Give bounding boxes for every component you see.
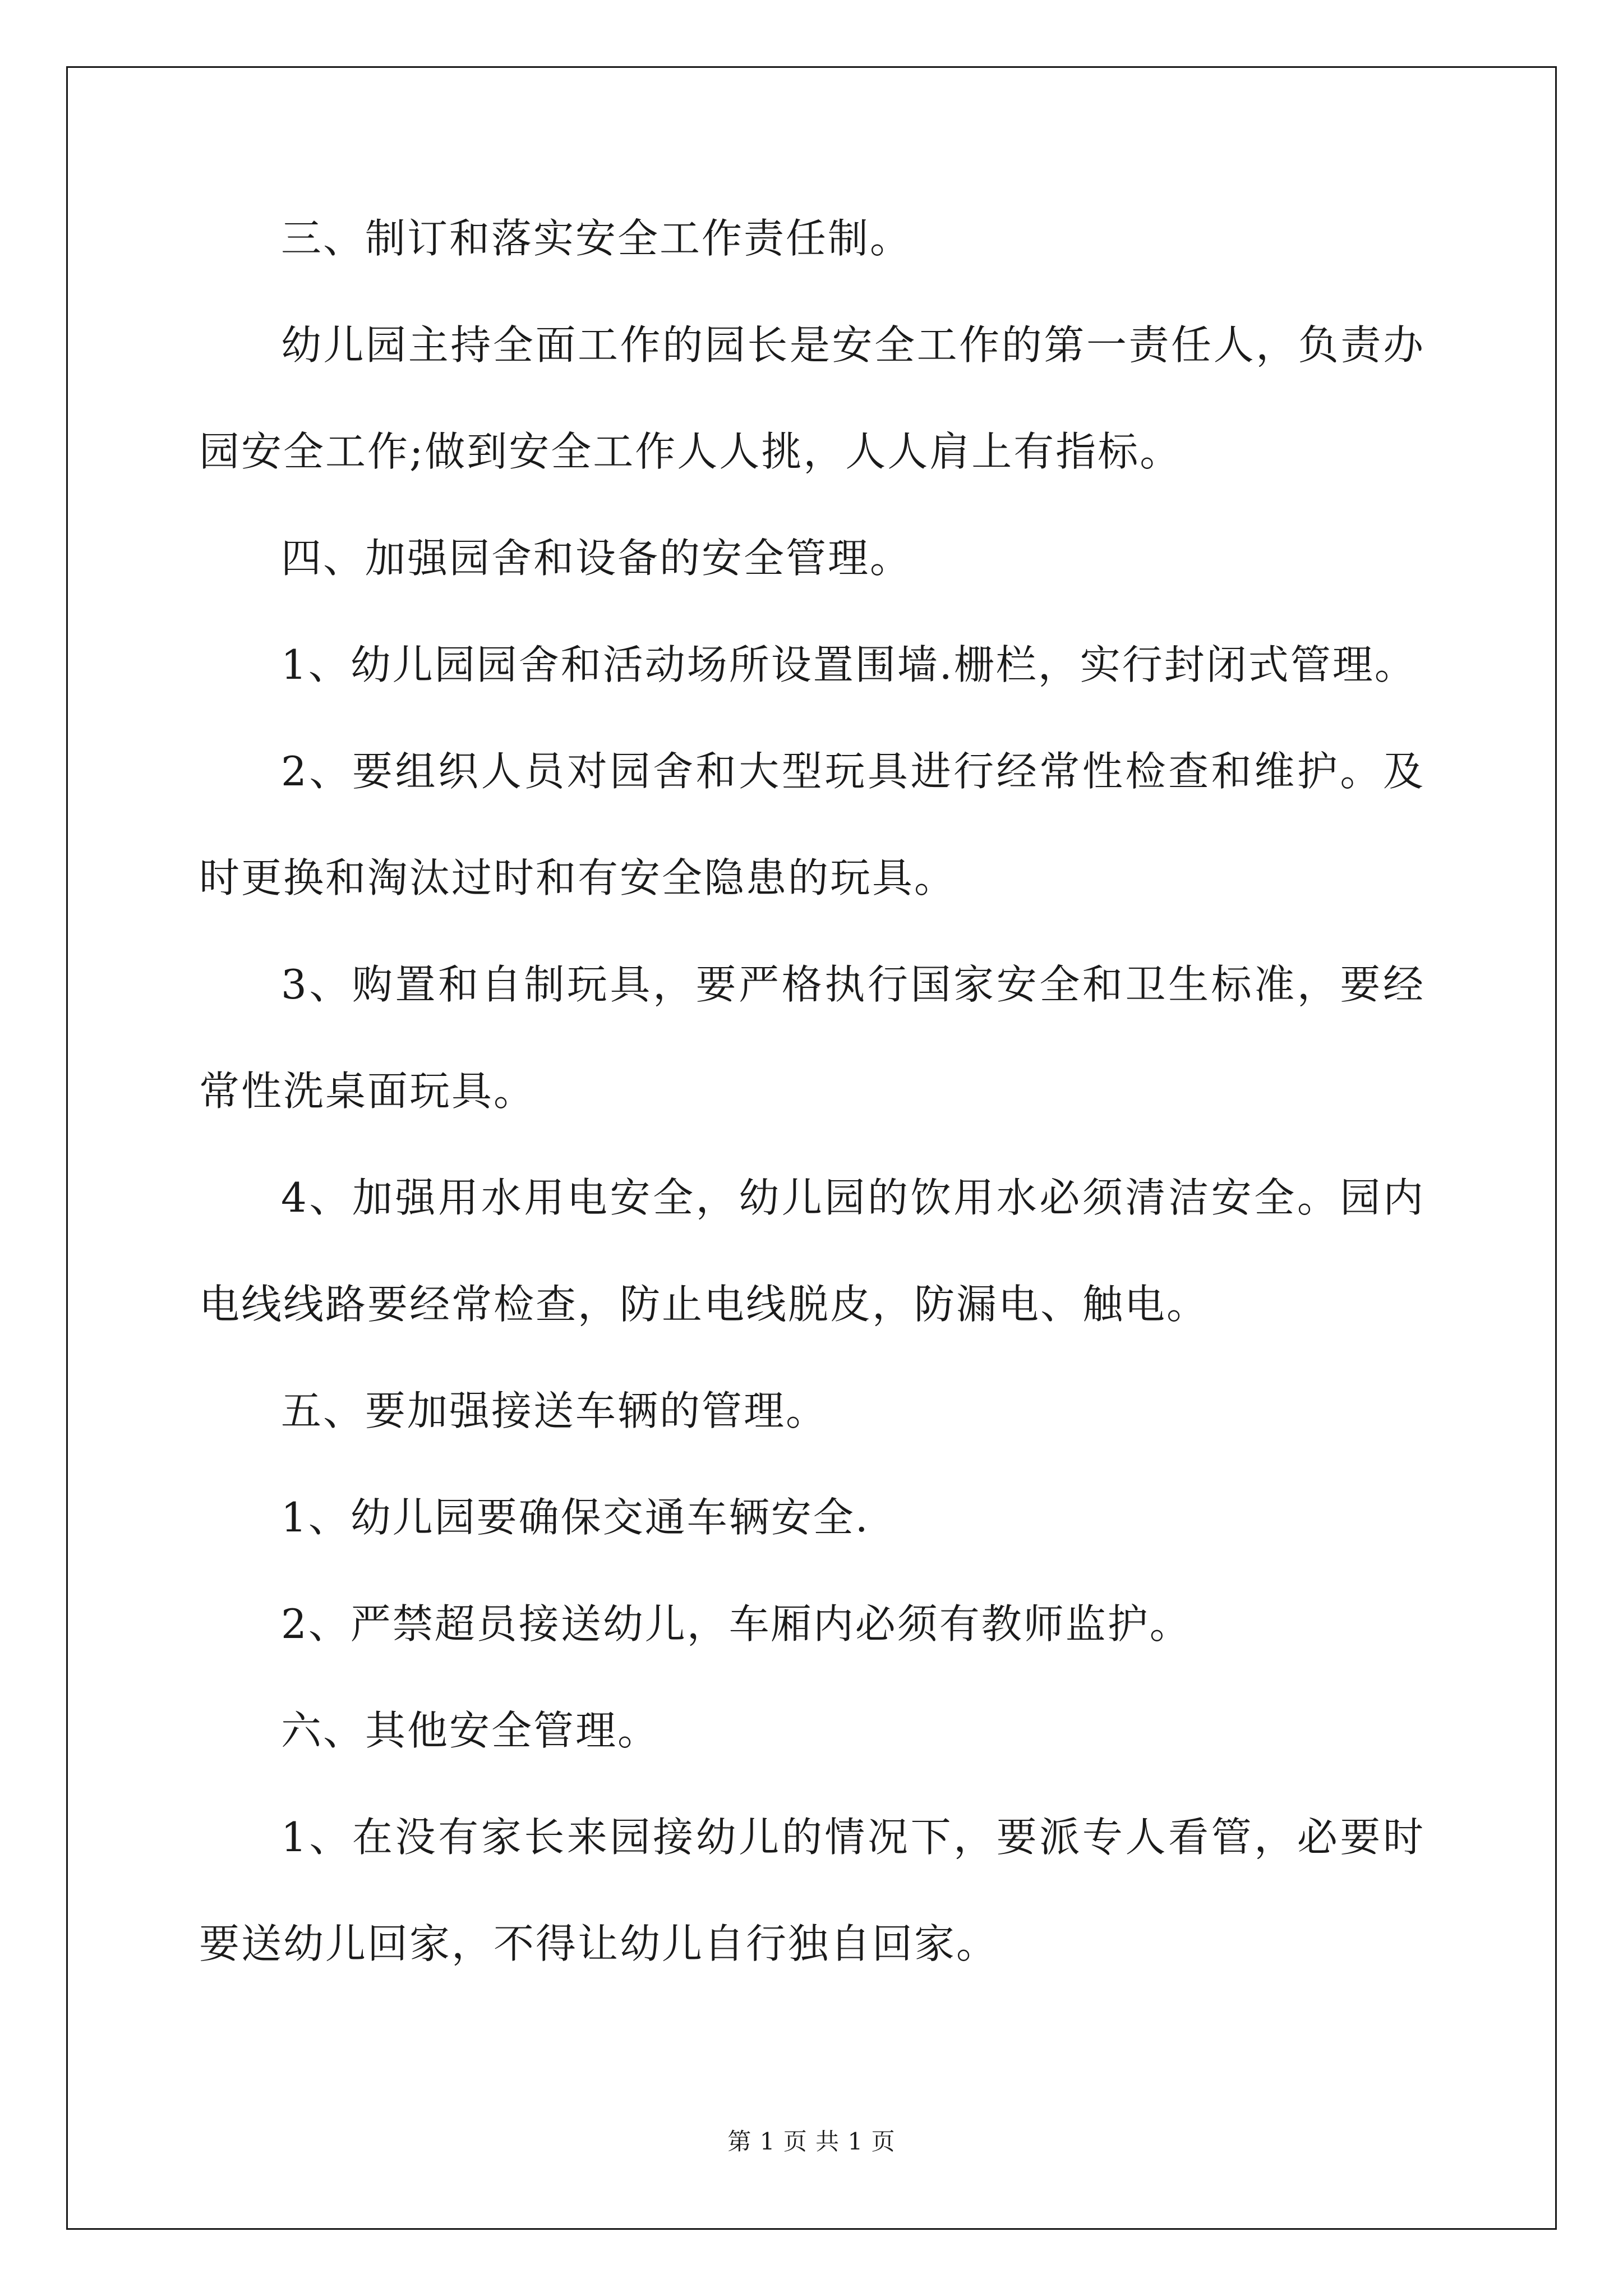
paragraph-responsibility: 幼儿园主持全面工作的园长是安全工作的第一责任人，负责办园安全工作;做到安全工作人人挑，人人肩上有指标。	[199, 321, 1425, 475]
paragraph-section-4-heading: 四、加强园舍和设备的安全管理。	[281, 535, 912, 582]
page-number-footer: 第 1 页 共 1 页	[727, 2128, 896, 2155]
document-body	[199, 185, 1425, 1997]
paragraph-item-4-3: 3、购置和自制玩具，要严格执行国家安全和卫生标准，要经常性洗桌面玩具。	[199, 961, 1425, 1115]
paragraph-item-4-2: 2、要组织人员对园舍和大型玩具进行经常性检查和维护。及时更换和淘汰过时和有安全隐患的玩具。	[199, 748, 1425, 901]
paragraph-section-6-heading: 六、其他安全管理。	[281, 1707, 660, 1754]
paragraph-item-4-4: 4、加强用水用电安全，幼儿园的饮用水必须清洁安全。园内电线线路要经常检查，防止电线脱皮，防漏电、触电。	[199, 1174, 1425, 1328]
paragraph-item-5-2: 2、严禁超员接送幼儿，车厢内必须有教师监护。	[281, 1600, 1192, 1648]
paragraph-item-5-1: 1、幼儿园要确保交通车辆安全.	[281, 1494, 870, 1541]
paragraph-section-5-heading: 五、要加强接送车辆的管理。	[281, 1387, 828, 1434]
paragraph-item-6-1: 1、在没有家长来园接幼儿的情况下，要派专人看管，必要时要送幼儿回家，不得让幼儿自行独自回家。	[199, 1814, 1425, 1967]
paragraph-section-3-heading: 三、制订和落实安全工作责任制。	[281, 215, 912, 262]
paragraph-item-4-1: 1、幼儿园园舍和活动场所设置围墙.栅栏，实行封闭式管理。	[281, 641, 1417, 688]
